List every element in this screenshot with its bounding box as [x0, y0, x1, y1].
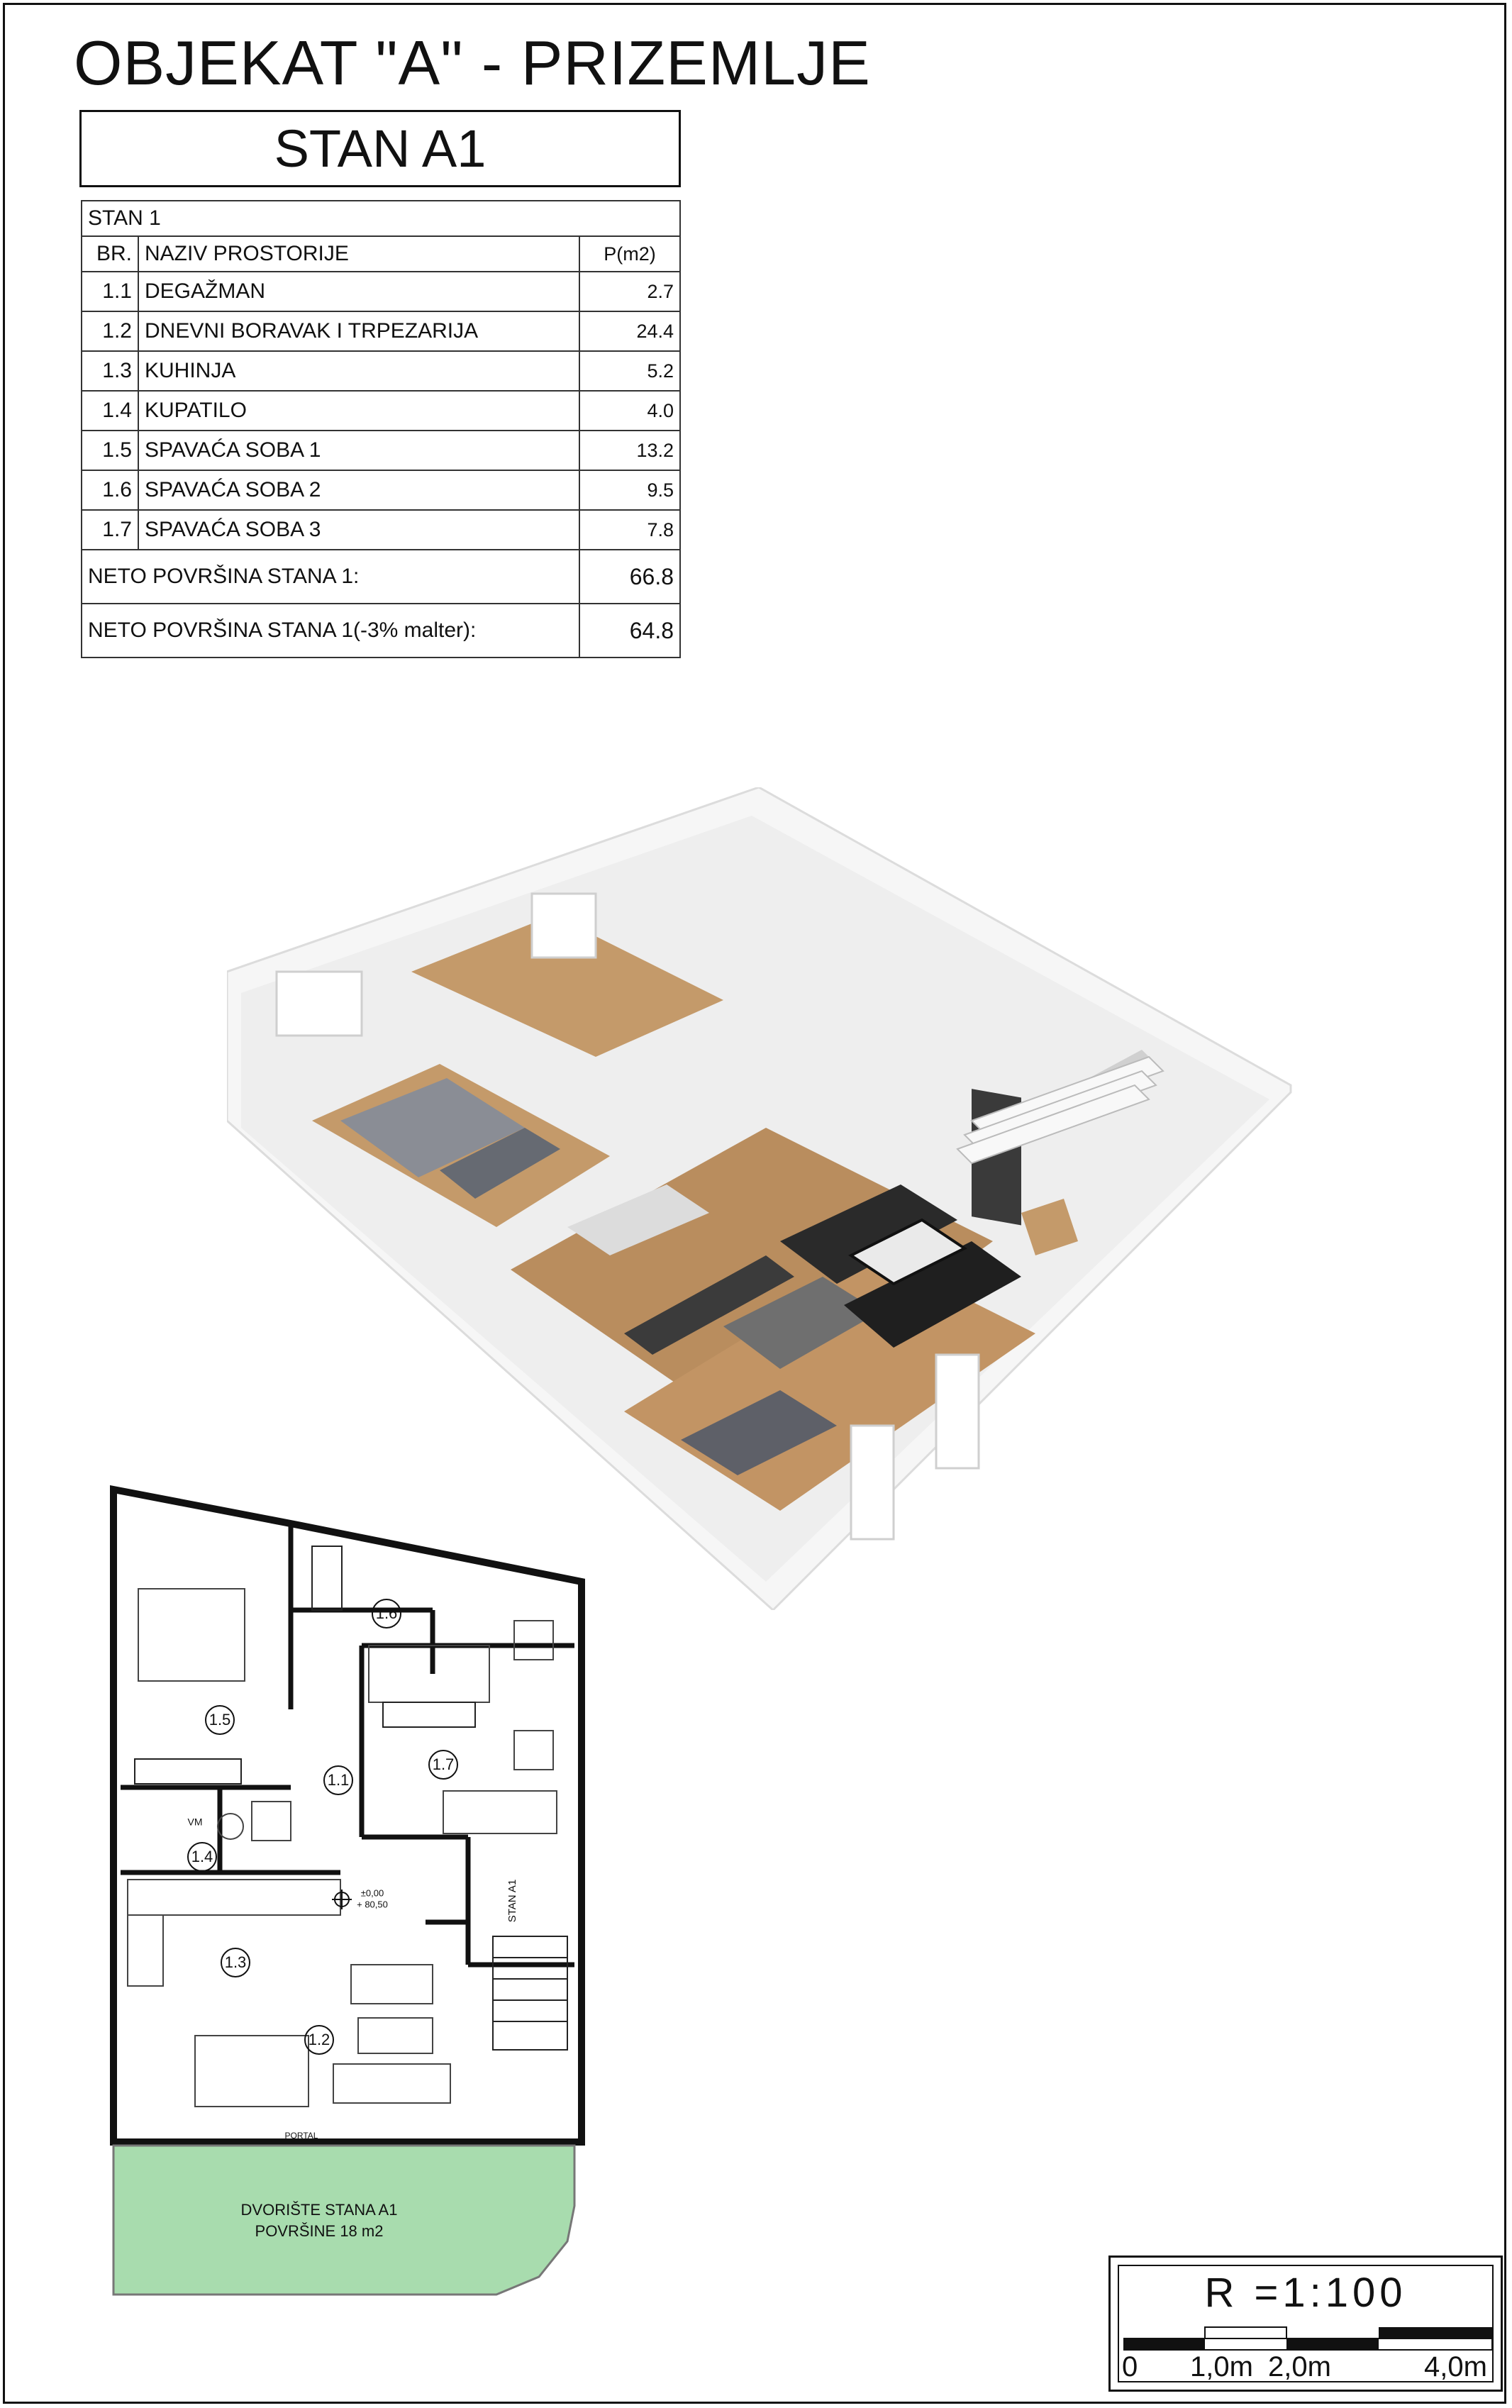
table-row	[82, 391, 680, 431]
wardrobe-1-6	[312, 1546, 342, 1610]
yard-line-1: DVORIŠTE STANA A1	[240, 2200, 398, 2219]
scale-inner-frame	[1118, 2265, 1494, 2382]
dining-table	[195, 2036, 308, 2107]
net-area-value: 66.8	[579, 550, 680, 604]
table-row	[82, 470, 680, 510]
desk-1-6	[514, 1621, 553, 1660]
plan-outer-wall	[113, 1489, 582, 2142]
table-row	[82, 431, 680, 470]
tag-1-5: 1.5	[209, 1710, 231, 1729]
wardrobe-1-5	[135, 1759, 241, 1784]
room-number: 1.3	[82, 351, 138, 391]
tag-1-3: 1.3	[224, 1953, 247, 1971]
floor-plan	[106, 1468, 617, 2305]
level-bottom: + 80,50	[357, 1899, 388, 1910]
tag-1-7: 1.7	[432, 1755, 455, 1773]
net-area-plaster-row	[82, 604, 680, 658]
room-name: SPAVAĆA SOBA 1	[138, 431, 579, 470]
yard-area	[113, 2146, 574, 2295]
level-top: ±0,00	[360, 1887, 384, 1899]
bathroom-sink	[252, 1802, 291, 1841]
kitchen-counter	[128, 1880, 340, 1915]
table-row	[82, 351, 680, 391]
sofa-bottom	[333, 2064, 450, 2103]
scale-label-2: 2,0m	[1268, 2351, 1331, 2382]
coffee-table	[358, 2018, 433, 2053]
scale-label-4: 4,0m	[1424, 2351, 1487, 2382]
kitchen-stove	[128, 1915, 163, 1986]
scale-title: R =1:100	[1204, 2270, 1407, 2316]
table-group-label: STAN 1	[82, 201, 680, 236]
header-area: P(m2)	[579, 236, 680, 272]
wardrobe-1-7	[383, 1702, 475, 1727]
net-area-plaster-value: 64.8	[579, 604, 680, 658]
net-area-plaster-label: NETO POVRŠINA STANA 1(-3% malter):	[82, 604, 579, 658]
tag-1-6: 1.6	[375, 1604, 398, 1622]
room-area-table	[81, 200, 681, 658]
room-name: SPAVAĆA SOBA 3	[138, 510, 579, 550]
room-number: 1.5	[82, 431, 138, 470]
table-row	[82, 510, 680, 550]
scale-label-1: 1,0m	[1190, 2351, 1253, 2382]
table-row	[82, 272, 680, 311]
room-number: 1.6	[82, 470, 138, 510]
room-name: KUHINJA	[138, 351, 579, 391]
room-area: 4.0	[579, 391, 680, 431]
bed-1-5	[138, 1589, 245, 1681]
net-area-label: NETO POVRŠINA STANA 1:	[82, 550, 579, 604]
room-area: 13.2	[579, 431, 680, 470]
scale-bar	[1123, 2324, 1492, 2353]
sofa-top	[351, 1965, 433, 2004]
room-name: DEGAŽMAN	[138, 272, 579, 311]
bed-1-7	[443, 1791, 557, 1833]
room-name: DNEVNI BORAVAK I TRPEZARIJA	[138, 311, 579, 351]
stan-a1-label: STAN A1	[506, 1879, 518, 1923]
scale-legend	[1108, 2256, 1503, 2392]
header-no: BR.	[82, 236, 138, 272]
room-name: KUPATILO	[138, 391, 579, 431]
tag-1-1: 1.1	[327, 1770, 350, 1789]
bed-1-6	[369, 1646, 489, 1702]
room-name: SPAVAĆA SOBA 2	[138, 470, 579, 510]
table-row	[82, 311, 680, 351]
tag-1-2: 1.2	[308, 2030, 330, 2048]
room-tags	[188, 1599, 457, 2054]
net-area-row	[82, 550, 680, 604]
room-area: 7.8	[579, 510, 680, 550]
room-area: 24.4	[579, 311, 680, 351]
room-number: 1.7	[82, 510, 138, 550]
scale-label-0: 0	[1122, 2351, 1138, 2382]
room-number: 1.4	[82, 391, 138, 431]
room-area: 9.5	[579, 470, 680, 510]
level-marker-icon	[332, 1890, 352, 1909]
room-area: 2.7	[579, 272, 680, 311]
staircase	[493, 1936, 567, 2050]
room-area: 5.2	[579, 351, 680, 391]
vm-label: VM	[187, 1816, 203, 1828]
desk-1-7	[514, 1731, 553, 1770]
yard-line-2: POVRŠINE 18 m2	[255, 2221, 384, 2240]
portal-label: PORTAL	[284, 2131, 318, 2141]
apartment-label: STAN A1	[79, 110, 681, 187]
room-number: 1.1	[82, 272, 138, 311]
header-name: NAZIV PROSTORIJE	[138, 236, 579, 272]
sheet-title: OBJEKAT "A" - PRIZEMLJE	[74, 28, 871, 98]
tag-1-4: 1.4	[191, 1847, 213, 1865]
room-number: 1.2	[82, 311, 138, 351]
